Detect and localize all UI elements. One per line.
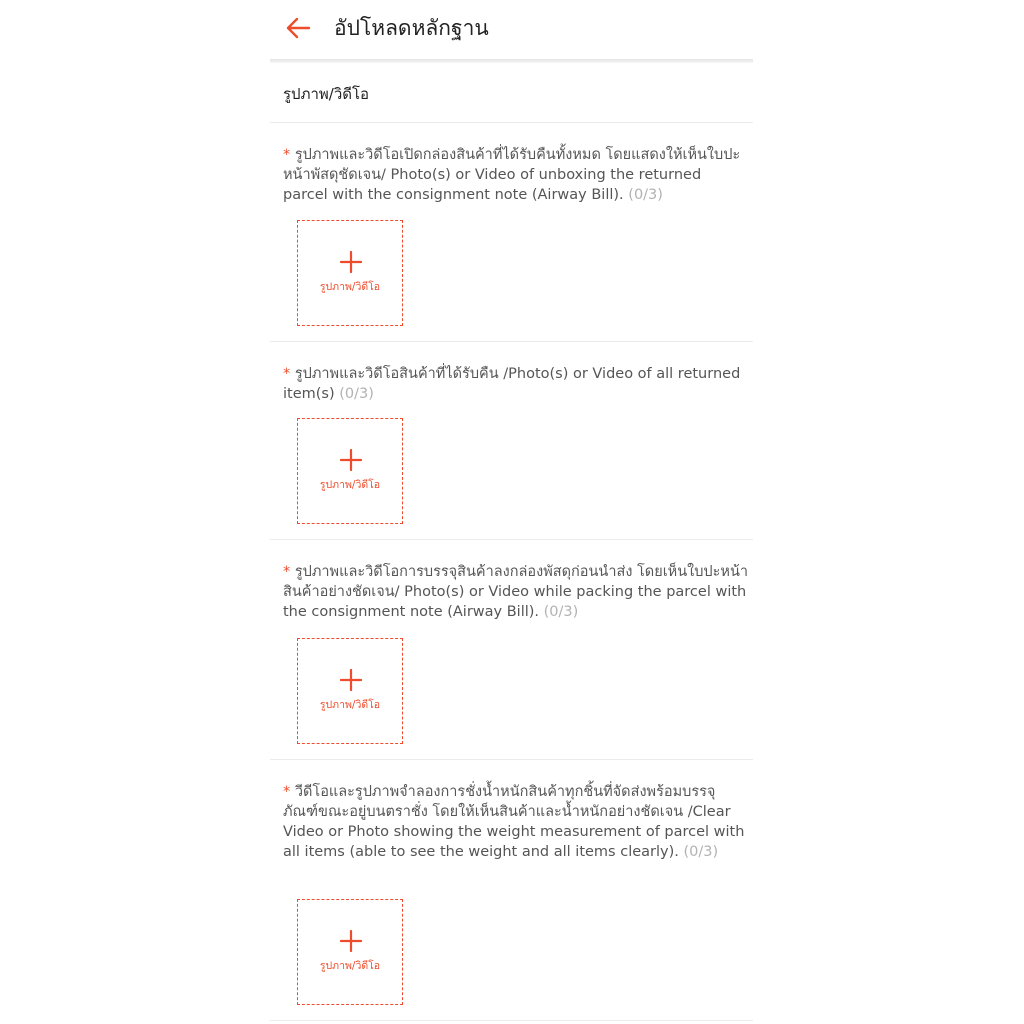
required-mark: *: [283, 784, 291, 800]
upload-button-3[interactable]: [297, 638, 403, 744]
evidence-requirement-3: [283, 562, 749, 622]
required-mark: *: [283, 564, 291, 580]
upload-button-1[interactable]: [297, 220, 403, 326]
required-mark: *: [283, 366, 291, 382]
upload-count: (0/3): [628, 187, 663, 203]
plus-icon: [340, 669, 362, 691]
divider: [270, 1020, 753, 1021]
evidence-requirement-4: [283, 782, 749, 862]
divider: [270, 539, 753, 540]
header-bar: [270, 0, 753, 60]
requirement-text: วีดีโอและรูปภาพจำลองการชั่งน้ำหนักสินค้าทุกชิ้นที่จัดส่งพร้อมบรรจุภัณฑ์ขณะอยู่บนตราชั่ง โดยให้เห็นสินค้าและน้ำหนักอย่างชัดเจน /Clear Video or Photo showing the weight measurement of parcel with all items (able to see the weight and all items clearly).: [283, 784, 745, 860]
evidence-upload-screen: [270, 0, 753, 1024]
upload-button-4[interactable]: [297, 899, 403, 1005]
divider: [270, 759, 753, 760]
evidence-requirement-1: [283, 145, 749, 205]
upload-count: (0/3): [683, 844, 719, 860]
evidence-requirement-2: [283, 364, 749, 404]
plus-icon: [340, 449, 362, 471]
requirement-text: รูปภาพและวิดีโอเปิดกล่องสินค้าที่ได้รับคืนทั้งหมด โดยแสดงให้เห็นใบปะหน้าพัสดุชัดเจน/ Photo(s) or Video of unboxing the returned parcel with the consignment note (Airway Bill).: [283, 147, 741, 203]
divider: [270, 341, 753, 342]
header-divider: [270, 59, 753, 63]
section-title: รูปภาพ/วิดีโอ: [283, 85, 370, 103]
upload-label: รูปภาพ/วิดีโอ: [319, 281, 381, 293]
requirement-text: รูปภาพและวิดีโอการบรรจุสินค้าลงกล่องพัสดุก่อนนำส่ง โดยเห็นใบปะหน้าสินค้าอย่างชัดเจน/ Photo(s) or Video while packing the parcel with the consignment note (Airway Bill).: [283, 564, 749, 620]
upload-label: รูปภาพ/วิดีโอ: [319, 960, 381, 972]
upload-label: รูปภาพ/วิดีโอ: [319, 699, 381, 711]
upload-button-2[interactable]: [297, 418, 403, 524]
plus-icon: [340, 930, 362, 952]
page-title: อัปโหลดหลักฐาน: [334, 16, 489, 40]
upload-count: (0/3): [543, 604, 579, 620]
arrow-left-icon[interactable]: [284, 14, 312, 42]
plus-icon: [340, 251, 362, 273]
required-mark: *: [283, 147, 291, 163]
upload-label: รูปภาพ/วิดีโอ: [319, 479, 381, 491]
requirement-text: รูปภาพและวิดีโอสินค้าที่ได้รับคืน /Photo(s) or Video of all returned item(s): [283, 366, 741, 402]
upload-count: (0/3): [339, 386, 374, 402]
divider: [270, 122, 753, 123]
